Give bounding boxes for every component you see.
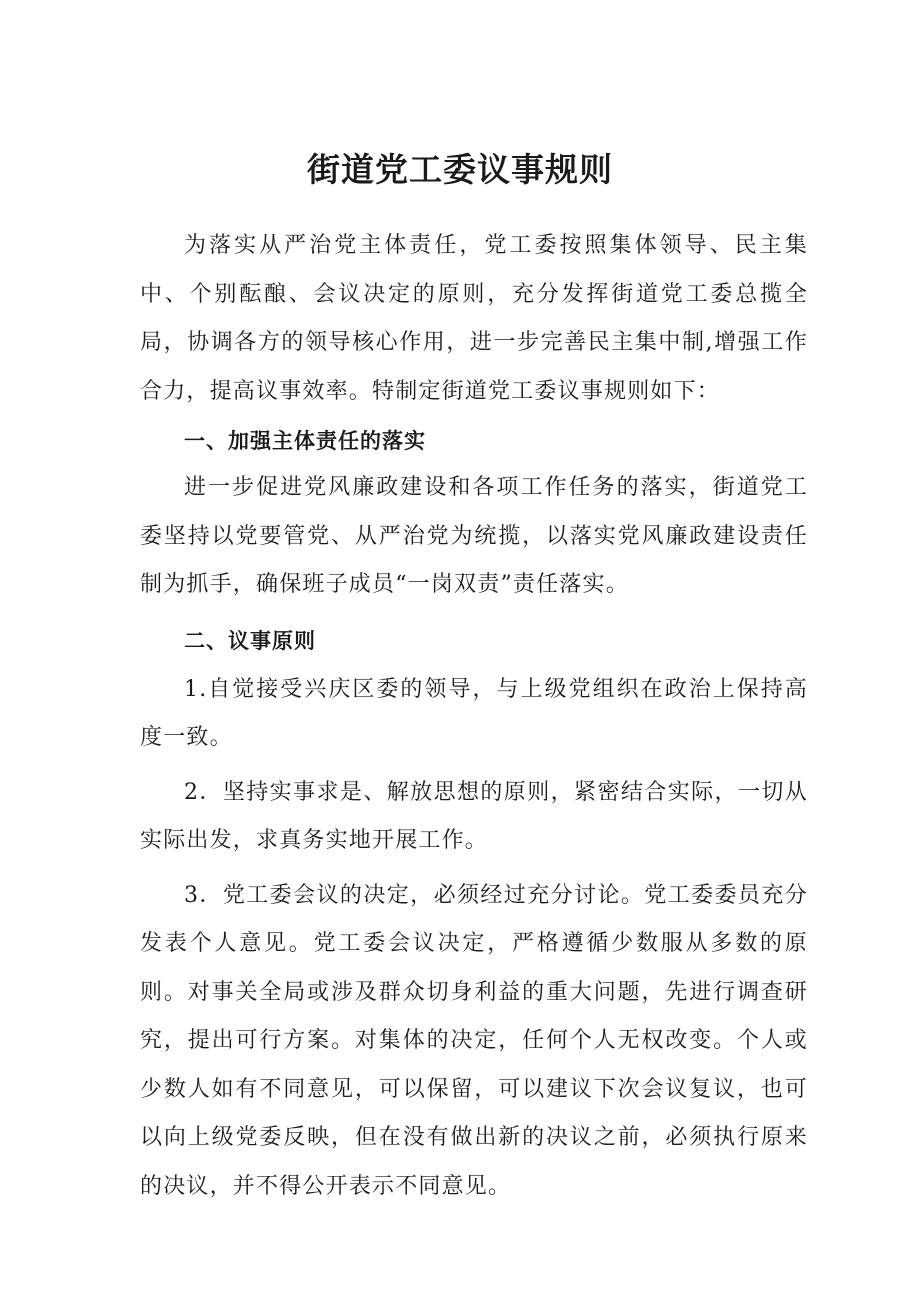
principle-item-3: 3．党工委会议的决定，必须经过充分讨论。党工委委员充分发表个人意见。党工委会议决定，严格遵循少数服从多数的原则。对事关全局或涉及群众切身利益的重大问题，先进行调查研究，提出可行方案。对集体的决定，任何个人无权改变。个人或少数人如有不同意见，可以保留，可以建议下次会议复议，也可以向上级党委反映，但在没有做出新的决议之前，必须执行原来的决议，并不得公开表示不同意见。 [140,882,808,1199]
principle-item-2: 2．坚持实事求是、解放思想的原则，紧密结合实际，一切从实际出发，求真务实地开展工作。 [140,779,808,853]
section-1-heading: 一、加强主体责任的落实 [184,429,426,453]
document-title: 街道党工委议事规则 [307,150,613,189]
section-2-heading: 二、议事原则 [184,628,316,653]
document-body [140,222,808,1211]
principle-item-1: 1.自觉接受兴庆区委的领导，与上级党组织在政治上保持高度一致。 [140,676,808,750]
section-1-paragraph: 进一步促进党风廉政建设和各项工作任务的落实，街道党工委坚持以党要管党、从严治党为统揽，以落实党风廉政建设责任制为抓手，确保班子成员“一岗双责”责任落实。 [140,475,808,597]
intro-paragraph: 为落实从严治党主体责任，党工委按照集体领导、民主集中、个别酝酿、会议决定的原则，充分发挥街道党工委总揽全局，协调各方的领导核心作用，进一步完善民主集中制,增强工作合力，提高议事效率。特制定街道党工委议事规则如下： [140,233,808,404]
